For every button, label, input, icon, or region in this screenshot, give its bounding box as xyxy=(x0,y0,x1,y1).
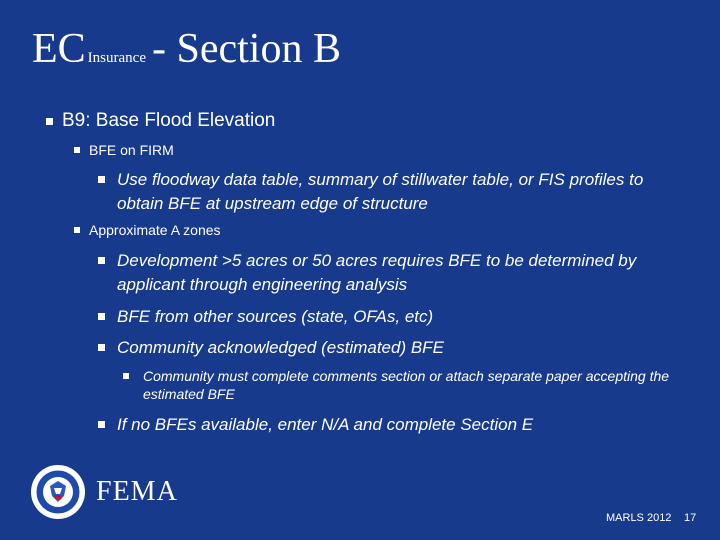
square-bullet-icon xyxy=(74,227,80,233)
bullet-level3 xyxy=(98,305,678,329)
bullet-text: B9: Base Flood Elevation xyxy=(62,110,276,131)
bullet-level4 xyxy=(123,367,683,403)
fema-wordmark: FEMA xyxy=(96,476,178,507)
square-bullet-icon xyxy=(74,147,80,153)
bullet-text: Community acknowledged (estimated) BFE xyxy=(117,338,444,357)
bullet-level3 xyxy=(98,336,678,360)
title-subscript: Insurance xyxy=(87,50,146,66)
bullet-text: BFE on FIRM xyxy=(89,142,174,158)
bullet-text: BFE from other sources (state, OFAs, etc) xyxy=(117,307,434,326)
square-bullet-icon xyxy=(98,421,105,428)
bullet-level3 xyxy=(98,413,678,437)
page-number: 17 xyxy=(684,512,697,524)
bullet-level3 xyxy=(98,168,678,216)
bullet-text: Development >5 acres or 50 acres requires BFE to be determined by applicant through engineering analysis xyxy=(117,251,637,294)
square-bullet-icon xyxy=(46,118,53,125)
square-bullet-icon xyxy=(98,344,105,351)
bullet-level1 xyxy=(46,110,686,132)
bullet-text: If no BFEs available, enter N/A and complete Section E xyxy=(117,415,534,434)
square-bullet-icon xyxy=(123,373,129,379)
title-main: EC xyxy=(32,26,86,72)
bullet-level3 xyxy=(98,249,658,297)
fema-logo xyxy=(30,464,178,520)
dhs-seal-icon xyxy=(30,464,86,520)
square-bullet-icon xyxy=(98,313,105,320)
bullet-level2 xyxy=(74,142,674,158)
bullet-text: Approximate A zones xyxy=(89,222,221,238)
title-rest: - Section B xyxy=(151,26,341,72)
square-bullet-icon xyxy=(98,176,105,183)
square-bullet-icon xyxy=(98,257,105,264)
slide-title xyxy=(32,28,341,70)
bullet-level2 xyxy=(74,222,674,238)
bullet-text: Community must complete comments section or attach separate paper accepting the estimated BFE xyxy=(143,368,670,402)
bullet-text: Use floodway data table, summary of stillwater table, or FIS profiles to obtain BFE at upstream edge of structure xyxy=(117,170,644,213)
footer-conference: MARLS 2012 xyxy=(606,512,672,524)
